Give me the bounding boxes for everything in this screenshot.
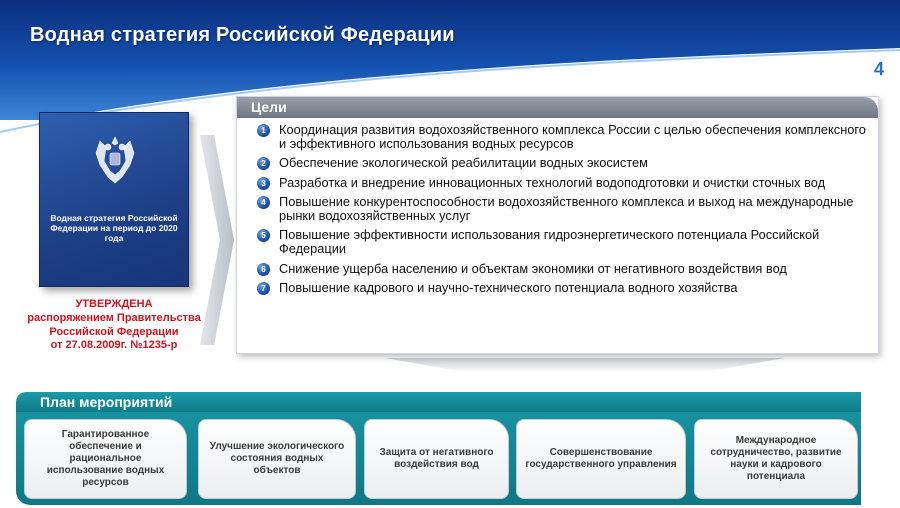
goal-item: [255, 176, 870, 190]
plan-item-water-resources: Гарантированное обеспечение и рациональное использование водных ресурсов: [24, 419, 187, 499]
approval-line: УТВЕРЖДЕНА: [75, 298, 153, 310]
chevron-right-icon: [200, 135, 234, 345]
approval-line: Российской Федерации: [49, 325, 179, 338]
goal-text: Повышение кадрового и научно-технического потенциала водного хозяйства: [279, 279, 738, 295]
goals-list: [255, 123, 870, 300]
plan-item-governance: Совершенствование государственного управления: [516, 419, 686, 499]
plan-item-ecology: Улучшение экологического состояния водных объектов: [198, 419, 356, 499]
panel-shadow-decoration: [385, 358, 785, 372]
page-number: 4: [873, 59, 884, 79]
book-cover-text: Водная стратегия Российской Федерации на период до 2020 года: [50, 213, 178, 244]
approval-note: [4, 298, 224, 353]
goal-text: Разработка и внедрение инновационных технологий водоподготовки и очистки сточных вод: [279, 174, 826, 190]
goal-item: [255, 281, 870, 295]
goal-text: Повышение конкурентоспособности водохозяйственного комплекса и выход на международные рынки водохозяйственных услуг: [279, 193, 854, 224]
goal-number-badge: 3: [257, 177, 270, 190]
page-title: Водная стратегия Российской Федерации: [30, 24, 455, 46]
plan-heading: План мероприятий: [16, 392, 861, 412]
goal-item: [255, 228, 870, 256]
goal-item: [255, 195, 870, 223]
goal-number-badge: 5: [257, 229, 270, 242]
approval-line: от 27.08.2009г. №1235-р: [50, 339, 178, 352]
plan-item-international-cooperation: Международное сотрудничество, развитие науки и кадрового потенциала: [694, 419, 858, 499]
coat-of-arms-icon: [90, 131, 140, 187]
goal-number-badge: 1: [257, 124, 270, 137]
goal-number-badge: 7: [257, 282, 270, 295]
goal-item: [255, 262, 870, 276]
goal-number-badge: 4: [257, 196, 270, 209]
goal-text: Повышение эффективности использования гидроэнергетического потенциала Российской Федерации: [279, 227, 820, 257]
strategy-book-cover: [39, 112, 189, 287]
goal-item: [255, 156, 870, 170]
approval-line: распоряжением Правительства: [27, 311, 201, 324]
goal-number-badge: 2: [257, 157, 270, 170]
goal-text: Снижение ущерба населению и объектам экономики от негативного воздействия вод: [279, 260, 787, 276]
plan-item-water-protection: Защита от негативного воздействия вод: [364, 419, 509, 499]
goal-text: Координация развития водохозяйственного комплекса России с целью обеспечения комплексного и эффективного использования водных ресурсов: [279, 122, 866, 152]
goal-text: Обеспечение экологической реабилитации водных экосистем: [279, 155, 648, 171]
goal-number-badge: 6: [257, 263, 270, 276]
goals-panel: [236, 96, 879, 354]
goals-heading: Цели: [237, 97, 878, 118]
goal-item: [255, 123, 870, 151]
